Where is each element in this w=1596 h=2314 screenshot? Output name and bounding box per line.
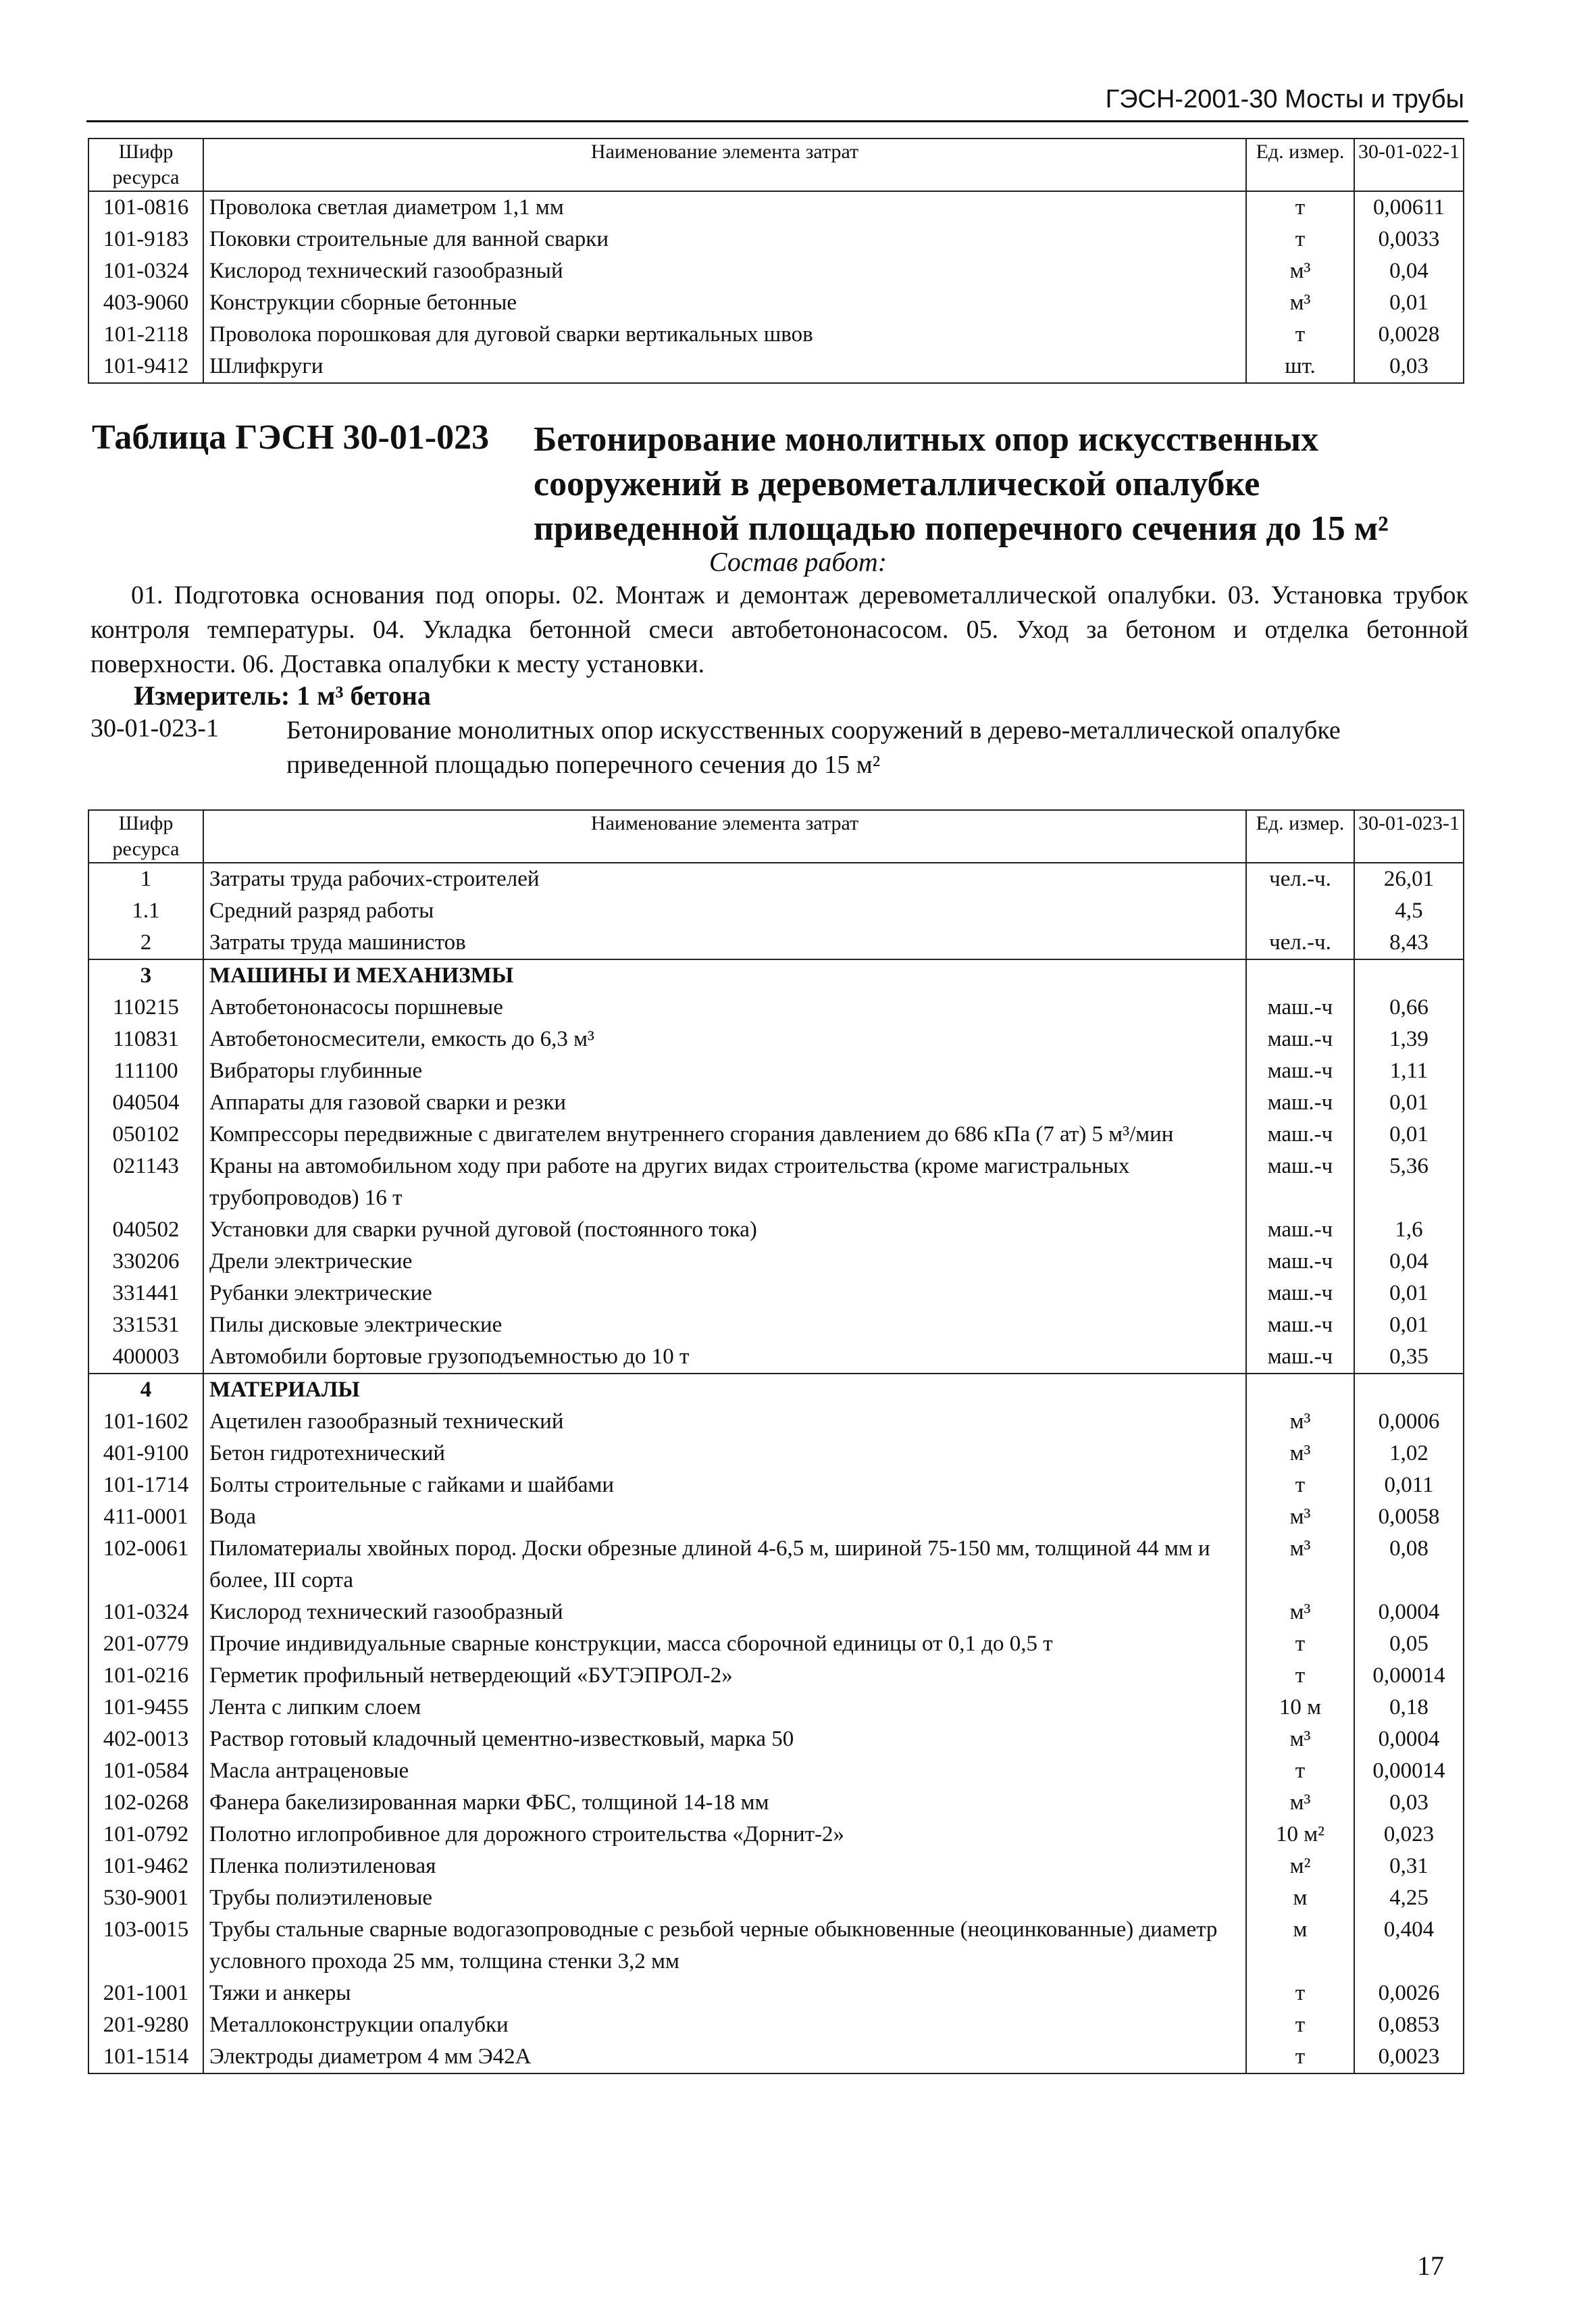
table-row xyxy=(88,1406,1464,1438)
cell-value: 8,43 xyxy=(1354,927,1464,959)
cell-unit: м³ xyxy=(1246,1501,1354,1533)
cell-name: Фанера бакелизированная марки ФБС, толщиной 14-18 мм xyxy=(203,1787,1246,1819)
cell-name: Вода xyxy=(203,1501,1246,1533)
cell-name: Раствор готовый кладочный цементно-известковый, марка 50 xyxy=(203,1724,1246,1755)
cell-name: Автомобили бортовые грузоподъемностью до 10 т xyxy=(203,1341,1246,1374)
cell-name: Ацетилен газообразный технический xyxy=(203,1406,1246,1438)
cell-code: 331441 xyxy=(88,1278,203,1309)
table-row xyxy=(88,287,1464,319)
cell-value xyxy=(1354,1374,1464,1406)
table-row xyxy=(88,351,1464,383)
norm-description: Бетонирование монолитных опор искусственных сооружений в дерево-металлической опалубке приведенной площадью поперечного сечения до 15 м² xyxy=(286,716,1341,779)
cell-unit: шт. xyxy=(1246,351,1354,383)
table-row xyxy=(88,224,1464,255)
table-row xyxy=(88,1055,1464,1087)
cell-code: 402-0013 xyxy=(88,1724,203,1755)
cell-code: 101-0584 xyxy=(88,1755,203,1787)
cell-value: 0,03 xyxy=(1354,1787,1464,1819)
cell-value: 1,39 xyxy=(1354,1024,1464,1055)
cell-value: 4,5 xyxy=(1354,895,1464,927)
cell-unit: 10 м² xyxy=(1246,1819,1354,1851)
cell-code: 201-1001 xyxy=(88,1978,203,2009)
table-row xyxy=(88,895,1464,927)
cell-name: Металлоконструкции опалубки xyxy=(203,2009,1246,2041)
cell-code: 1 xyxy=(88,863,203,895)
cell-unit: маш.-ч xyxy=(1246,1024,1354,1055)
measure-unit: Измеритель: 1 м³ бетона xyxy=(134,680,431,711)
cell-code: 331531 xyxy=(88,1309,203,1341)
cell-value: 0,0033 xyxy=(1354,224,1464,255)
cell-unit: т xyxy=(1246,1660,1354,1692)
cell-unit: маш.-ч xyxy=(1246,1151,1354,1214)
cell-value: 0,011 xyxy=(1354,1469,1464,1501)
cell-unit xyxy=(1246,959,1354,992)
cell-name: Дрели электрические xyxy=(203,1246,1246,1278)
cell-code: 101-1714 xyxy=(88,1469,203,1501)
cell-value: 0,04 xyxy=(1354,1246,1464,1278)
works-composition-text: 01. Подготовка основания под опоры. 02. Монтаж и демонтаж деревометаллической опалубки. 03. Установка трубок контроля температуры. 04. Укладка бетонной смеси автобетононасосом. 05. Уход за бетоном и отделка бетонной поверхности. 06. Доставка опалубки к месту установки. xyxy=(91,581,1468,678)
header-name: Наименование элемента затрат xyxy=(203,810,1246,863)
cell-name: Рубанки электрические xyxy=(203,1278,1246,1309)
cell-value: 0,00611 xyxy=(1354,191,1464,224)
cell-code: 530-9001 xyxy=(88,1882,203,1914)
cell-code: 201-0779 xyxy=(88,1628,203,1660)
table-row xyxy=(88,191,1464,224)
cell-unit: т xyxy=(1246,2041,1354,2073)
cell-name: Средний разряд работы xyxy=(203,895,1246,927)
header-value: 30-01-022-1 xyxy=(1354,139,1464,191)
cell-unit: маш.-ч xyxy=(1246,1087,1354,1119)
cell-unit xyxy=(1246,895,1354,927)
cell-value: 0,35 xyxy=(1354,1341,1464,1374)
page-header xyxy=(86,80,1468,122)
cell-name: Шлифкруги xyxy=(203,351,1246,383)
cell-value: 0,0004 xyxy=(1354,1596,1464,1628)
table-row xyxy=(88,1119,1464,1151)
cell-code: 101-0324 xyxy=(88,1596,203,1628)
cell-unit: т xyxy=(1246,1628,1354,1660)
header-title: ГЭСН-2001-30 Мосты и трубы xyxy=(1105,85,1464,114)
header-code: Шифр ресурса xyxy=(88,810,203,863)
table-row xyxy=(88,319,1464,351)
cell-unit: т xyxy=(1246,2009,1354,2041)
cell-value: 0,05 xyxy=(1354,1628,1464,1660)
table-row xyxy=(88,255,1464,287)
cell-name: Прочие индивидуальные сварные конструкции, масса сборочной единицы от 0,1 до 0,5 т xyxy=(203,1628,1246,1660)
cell-name: Конструкции сборные бетонные xyxy=(203,287,1246,319)
cell-name: Трубы стальные сварные водогазопроводные с резьбой черные обыкновенные (неоцинкованные) диаметр условного прохода 25 мм, толщина стенки 3,2 мм xyxy=(203,1914,1246,1978)
table-row xyxy=(88,1914,1464,1978)
cell-unit: м³ xyxy=(1246,1533,1354,1596)
table-row xyxy=(88,1533,1464,1596)
cell-code: 101-1514 xyxy=(88,2041,203,2073)
cell-code: 101-2118 xyxy=(88,319,203,351)
table-row xyxy=(88,927,1464,959)
cell-unit: м³ xyxy=(1246,1724,1354,1755)
cell-code: 103-0015 xyxy=(88,1914,203,1978)
table-header-row xyxy=(88,810,1464,863)
table-row xyxy=(88,1755,1464,1787)
cell-unit: маш.-ч xyxy=(1246,992,1354,1024)
table-row xyxy=(88,1024,1464,1055)
cell-name: Кислород технический газообразный xyxy=(203,255,1246,287)
table-row xyxy=(88,992,1464,1024)
cell-value: 0,00014 xyxy=(1354,1755,1464,1787)
cell-value: 0,01 xyxy=(1354,1278,1464,1309)
table-row xyxy=(88,2009,1464,2041)
cell-value: 0,023 xyxy=(1354,1819,1464,1851)
table-title-number: Таблица ГЭСН 30-01-023 xyxy=(92,418,490,457)
cell-unit: 10 м xyxy=(1246,1692,1354,1724)
header-name: Наименование элемента затрат xyxy=(203,139,1246,191)
table-row xyxy=(88,1851,1464,1882)
cell-unit: маш.-ч xyxy=(1246,1214,1354,1246)
cell-code: 110215 xyxy=(88,992,203,1024)
cell-unit: м³ xyxy=(1246,1438,1354,1469)
table-row xyxy=(88,1374,1464,1406)
cell-value: 0,0006 xyxy=(1354,1406,1464,1438)
cell-code: 3 xyxy=(88,959,203,992)
table-continuation xyxy=(88,138,1464,384)
cell-code: 330206 xyxy=(88,1246,203,1278)
cell-code: 101-0324 xyxy=(88,255,203,287)
cell-code: 040502 xyxy=(88,1214,203,1246)
table-title-text: Бетонирование монолитных опор искусственных сооружений в деревометаллической опалубке приведенной площадью поперечного сечения до 15 м² xyxy=(534,420,1389,548)
cell-value: 1,6 xyxy=(1354,1214,1464,1246)
table-row xyxy=(88,1882,1464,1914)
table-row xyxy=(88,1341,1464,1374)
cell-value: 0,01 xyxy=(1354,1087,1464,1119)
cell-name: Пиломатериалы хвойных пород. Доски обрезные длиной 4-6,5 м, шириной 75-150 мм, толщиной 44 мм и более, III сорта xyxy=(203,1533,1246,1596)
cell-unit: м² xyxy=(1246,1851,1354,1882)
cell-value: 1,02 xyxy=(1354,1438,1464,1469)
cell-value: 4,25 xyxy=(1354,1882,1464,1914)
table-row xyxy=(88,1724,1464,1755)
cell-name: Затраты труда машинистов xyxy=(203,927,1246,959)
cell-name: Проволока светлая диаметром 1,1 мм xyxy=(203,191,1246,224)
cell-name: Установки для сварки ручной дуговой (постоянного тока) xyxy=(203,1214,1246,1246)
cell-unit: т xyxy=(1246,319,1354,351)
cell-name: Автобетоносмесители, емкость до 6,3 м³ xyxy=(203,1024,1246,1055)
header-code: Шифр ресурса xyxy=(88,139,203,191)
cell-code: 1.1 xyxy=(88,895,203,927)
cell-unit: м³ xyxy=(1246,1596,1354,1628)
cell-name: Лента с липким слоем xyxy=(203,1692,1246,1724)
table-row xyxy=(88,1469,1464,1501)
table-row xyxy=(88,1087,1464,1119)
cell-value: 0,404 xyxy=(1354,1914,1464,1978)
cell-unit: т xyxy=(1246,191,1354,224)
table-row xyxy=(88,863,1464,895)
cell-unit: м³ xyxy=(1246,287,1354,319)
table-row xyxy=(88,1978,1464,2009)
cell-unit: маш.-ч xyxy=(1246,1309,1354,1341)
table-row xyxy=(88,1438,1464,1469)
cell-name: Пилы дисковые электрические xyxy=(203,1309,1246,1341)
cell-code: 401-9100 xyxy=(88,1438,203,1469)
cell-code: 101-9462 xyxy=(88,1851,203,1882)
cell-unit: маш.-ч xyxy=(1246,1055,1354,1087)
table-row xyxy=(88,1692,1464,1724)
cell-name: Вибраторы глубинные xyxy=(203,1055,1246,1087)
cell-name: Компрессоры передвижные с двигателем внутреннего сгорания давлением до 686 кПа (7 ат) 5 м³/мин xyxy=(203,1119,1246,1151)
cell-code: 101-0216 xyxy=(88,1660,203,1692)
cell-name: Автобетононасосы поршневые xyxy=(203,992,1246,1024)
table-row xyxy=(88,1151,1464,1214)
cell-value: 0,01 xyxy=(1354,287,1464,319)
cell-name: Краны на автомобильном ходу при работе на других видах строительства (кроме магистральных трубопроводов) 16 т xyxy=(203,1151,1246,1214)
cell-code: 400003 xyxy=(88,1341,203,1374)
cell-name: Электроды диаметром 4 мм Э42А xyxy=(203,2041,1246,2073)
cell-code: 101-0816 xyxy=(88,191,203,224)
cell-unit: м³ xyxy=(1246,1406,1354,1438)
cell-name: Болты строительные с гайками и шайбами xyxy=(203,1469,1246,1501)
cell-code: 102-0268 xyxy=(88,1787,203,1819)
cell-value: 0,18 xyxy=(1354,1692,1464,1724)
cell-value: 0,0004 xyxy=(1354,1724,1464,1755)
cell-value: 0,00014 xyxy=(1354,1660,1464,1692)
header-unit: Ед. измер. xyxy=(1246,139,1354,191)
cell-name: Масла антраценовые xyxy=(203,1755,1246,1787)
table-row xyxy=(88,1628,1464,1660)
cell-unit xyxy=(1246,1374,1354,1406)
cell-code: 110831 xyxy=(88,1024,203,1055)
header-value: 30-01-023-1 xyxy=(1354,810,1464,863)
table-row xyxy=(88,1660,1464,1692)
cell-value: 0,0058 xyxy=(1354,1501,1464,1533)
cell-value: 0,0026 xyxy=(1354,1978,1464,2009)
cell-unit: маш.-ч xyxy=(1246,1119,1354,1151)
table-row xyxy=(88,1278,1464,1309)
cell-code: 101-9455 xyxy=(88,1692,203,1724)
cell-code: 102-0061 xyxy=(88,1533,203,1596)
cell-unit: маш.-ч xyxy=(1246,1341,1354,1374)
resource-table xyxy=(88,809,1464,2074)
cell-unit: чел.-ч. xyxy=(1246,863,1354,895)
cell-unit: чел.-ч. xyxy=(1246,927,1354,959)
cell-unit: м³ xyxy=(1246,255,1354,287)
cell-unit: т xyxy=(1246,1469,1354,1501)
cell-value: 0,0028 xyxy=(1354,319,1464,351)
norm-code: 30-01-023-1 xyxy=(91,714,219,743)
cell-name: Герметик профильный нетвердеющий «БУТЭПРОЛ-2» xyxy=(203,1660,1246,1692)
table-row xyxy=(88,1246,1464,1278)
cell-value: 0,08 xyxy=(1354,1533,1464,1596)
cell-name: МАШИНЫ И МЕХАНИЗМЫ xyxy=(203,959,1246,992)
cell-code: 101-1602 xyxy=(88,1406,203,1438)
cell-unit: т xyxy=(1246,224,1354,255)
cell-name: Полотно иглопробивное для дорожного строительства «Дорнит-2» xyxy=(203,1819,1246,1851)
table-header-row xyxy=(88,139,1464,191)
cell-name: Аппараты для газовой сварки и резки xyxy=(203,1087,1246,1119)
cell-unit: маш.-ч xyxy=(1246,1246,1354,1278)
cell-code: 4 xyxy=(88,1374,203,1406)
cell-value xyxy=(1354,959,1464,992)
table-row xyxy=(88,1309,1464,1341)
table-row xyxy=(88,1596,1464,1628)
cell-unit: м xyxy=(1246,1914,1354,1978)
page-number: 17 xyxy=(1417,2250,1444,2281)
cell-code: 101-0792 xyxy=(88,1819,203,1851)
table-row xyxy=(88,1501,1464,1533)
cell-value: 0,0023 xyxy=(1354,2041,1464,2073)
cell-name: Кислород технический газообразный xyxy=(203,1596,1246,1628)
table-row xyxy=(88,2041,1464,2073)
cell-code: 101-9183 xyxy=(88,224,203,255)
cell-value: 5,36 xyxy=(1354,1151,1464,1214)
cell-code: 040504 xyxy=(88,1087,203,1119)
table-row xyxy=(88,1214,1464,1246)
header-unit: Ед. измер. xyxy=(1246,810,1354,863)
cell-code: 201-9280 xyxy=(88,2009,203,2041)
cell-code: 021143 xyxy=(88,1151,203,1214)
cell-unit: т xyxy=(1246,1755,1354,1787)
cell-value: 26,01 xyxy=(1354,863,1464,895)
cell-value: 0,04 xyxy=(1354,255,1464,287)
table-row xyxy=(88,1819,1464,1851)
cell-value: 0,66 xyxy=(1354,992,1464,1024)
cell-value: 0,01 xyxy=(1354,1309,1464,1341)
cell-unit: м³ xyxy=(1246,1787,1354,1819)
cell-name: Тяжи и анкеры xyxy=(203,1978,1246,2009)
table-row xyxy=(88,1787,1464,1819)
cell-name: Поковки строительные для ванной сварки xyxy=(203,224,1246,255)
cell-value: 0,01 xyxy=(1354,1119,1464,1151)
cell-unit: т xyxy=(1246,1978,1354,2009)
cell-code: 2 xyxy=(88,927,203,959)
cell-name: Проволока порошковая для дуговой сварки вертикальных швов xyxy=(203,319,1246,351)
cell-name: Трубы полиэтиленовые xyxy=(203,1882,1246,1914)
cell-name: МАТЕРИАЛЫ xyxy=(203,1374,1246,1406)
cell-name: Пленка полиэтиленовая xyxy=(203,1851,1246,1882)
cell-code: 101-9412 xyxy=(88,351,203,383)
cell-value: 0,0853 xyxy=(1354,2009,1464,2041)
cell-name: Бетон гидротехнический xyxy=(203,1438,1246,1469)
cell-code: 050102 xyxy=(88,1119,203,1151)
cell-unit: м xyxy=(1246,1882,1354,1914)
cell-value: 0,31 xyxy=(1354,1851,1464,1882)
cell-name: Затраты труда рабочих-строителей xyxy=(203,863,1246,895)
cell-code: 403-9060 xyxy=(88,287,203,319)
works-composition-heading: Состав работ: xyxy=(709,547,887,577)
cell-code: 111100 xyxy=(88,1055,203,1087)
cell-unit: маш.-ч xyxy=(1246,1278,1354,1309)
cell-code: 411-0001 xyxy=(88,1501,203,1533)
cell-value: 1,11 xyxy=(1354,1055,1464,1087)
table-row xyxy=(88,959,1464,992)
cell-value: 0,03 xyxy=(1354,351,1464,383)
